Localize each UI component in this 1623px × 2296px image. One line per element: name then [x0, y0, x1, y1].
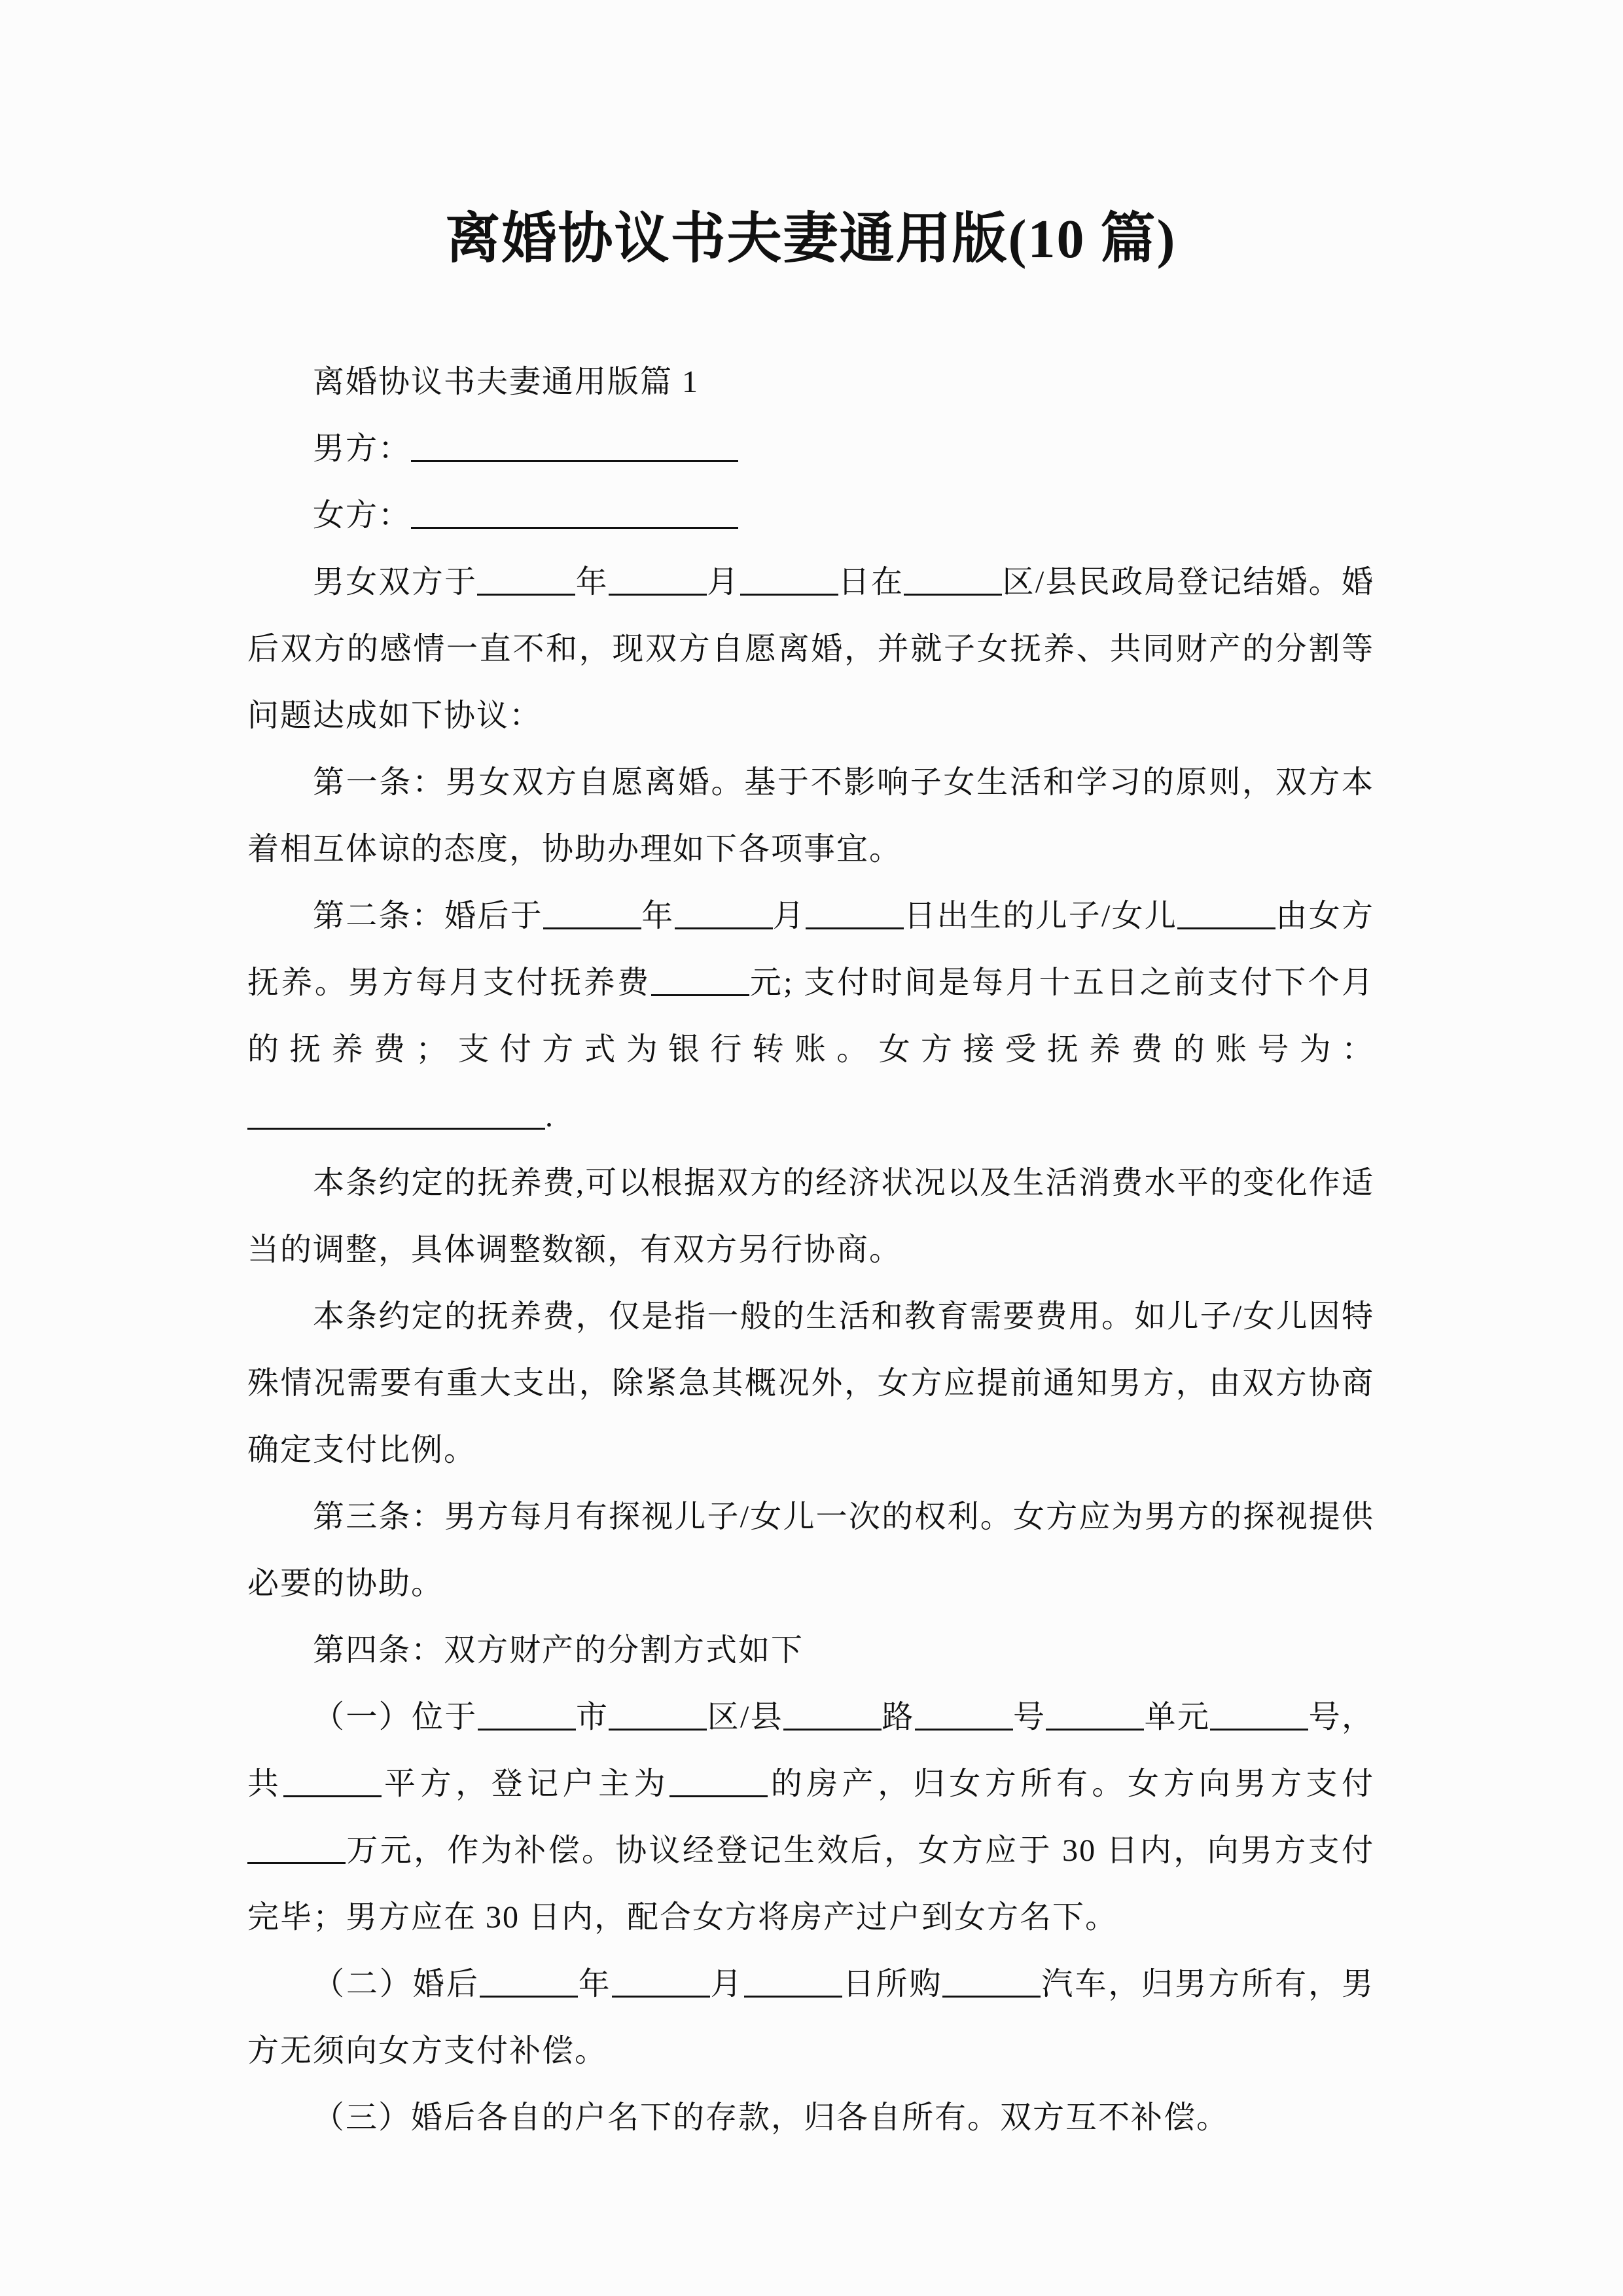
- blank-line-date: [609, 1698, 707, 1731]
- paragraph-party-female: 女方：: [247, 482, 1374, 549]
- document-body: [247, 349, 1374, 2151]
- paragraph-subtitle: 离婚协议书夫妻通用版篇 1: [313, 364, 700, 399]
- blank-line-date: [283, 1765, 382, 1797]
- blank-line-date: [1046, 1698, 1144, 1731]
- blank-line-date: [783, 1698, 882, 1731]
- blank-line-name: [411, 430, 738, 462]
- paragraph-clause-4-item-2: （二）婚后 年 月 日所购 汽车，归男方所有，男方无须向女方支付补偿。: [247, 1966, 1374, 2068]
- paragraph-intro: 男女双方于 年 月 日在 区/县民政局登记结婚。婚后双方的感情一直不和，现双方自愿离婚，并就子女抚养、共同财产的分割等问题达成如下协议：: [247, 564, 1374, 733]
- paragraph-clause-1: 第一条：男女双方自愿离婚。基于不影响子女生活和学习的原则，双方本着相互体谅的态度，协助办理如下各项事宜。: [247, 764, 1374, 867]
- paragraph-clause-4-item-1: （一）位于 市 区/县 路 号 单元 号，共 平方，登记户主为 的房产，归女方所有。女方向男方支付万元，作为补偿。协议经登记生效后，女方应于 30 日内，向男方支付完毕；男方应在 30 日内，配合女方将房产过户到女方名下。: [247, 1699, 1374, 1935]
- blank-line-date: [942, 1965, 1041, 1998]
- paragraph-party-male: 男方：: [247, 416, 1374, 482]
- blank-line-name: [411, 497, 738, 529]
- paragraph-clause-2: 第二条：婚后于 年 月 日出生的儿子/女儿 由女方抚养。男方每月支付抚养费 元; 支付时间是每月十五日之前支付下个月的抚养费；支付方式为银行转账。女方接受抚养费的账号为：.: [247, 898, 1374, 1134]
- paragraph-clause-4: 第四条：双方财产的分割方式如下: [313, 1632, 804, 1668]
- blank-line-date: [669, 1765, 768, 1797]
- paragraph-clause-2-note-1: 本条约定的抚养费,可以根据双方的经济状况以及生活消费水平的变化作适当的调整，具体调整数额，有双方另行协商。: [247, 1165, 1374, 1267]
- blank-line-date: [904, 564, 1002, 596]
- paragraph-clause-2-note-2: 本条约定的抚养费，仅是指一般的生活和教育需要费用。如儿子/女儿因特殊情况需要有重大支出，除紧急其概况外，女方应提前通知男方，由双方协商确定支付比例。: [247, 1299, 1374, 1467]
- blank-line-date: [1177, 897, 1275, 929]
- blank-line-date: [477, 564, 575, 596]
- blank-line-account: [247, 1098, 545, 1130]
- document-title: 离婚协议书夫妻通用版(10 篇): [445, 209, 1177, 270]
- blank-line-date: [651, 964, 749, 996]
- blank-line-date: [1210, 1698, 1308, 1731]
- paragraph-clause-3: 第三条：男方每月有探视儿子/女儿一次的权利。女方应为男方的探视提供必要的协助。: [247, 1499, 1374, 1601]
- blank-line-date: [478, 1698, 576, 1731]
- blank-line-date: [543, 897, 641, 929]
- blank-line-date: [480, 1965, 578, 1998]
- blank-line-date: [744, 1965, 842, 1998]
- blank-line-date: [609, 564, 707, 596]
- blank-line-date: [612, 1965, 710, 1998]
- blank-line-date: [247, 1832, 346, 1864]
- blank-line-date: [806, 897, 904, 929]
- blank-line-date: [740, 564, 838, 596]
- blank-line-date: [915, 1698, 1013, 1731]
- blank-line-date: [675, 897, 773, 929]
- paragraph-clause-4-item-3: （三）婚后各自的户名下的存款，归各自所有。双方互不补偿。: [313, 2100, 1230, 2135]
